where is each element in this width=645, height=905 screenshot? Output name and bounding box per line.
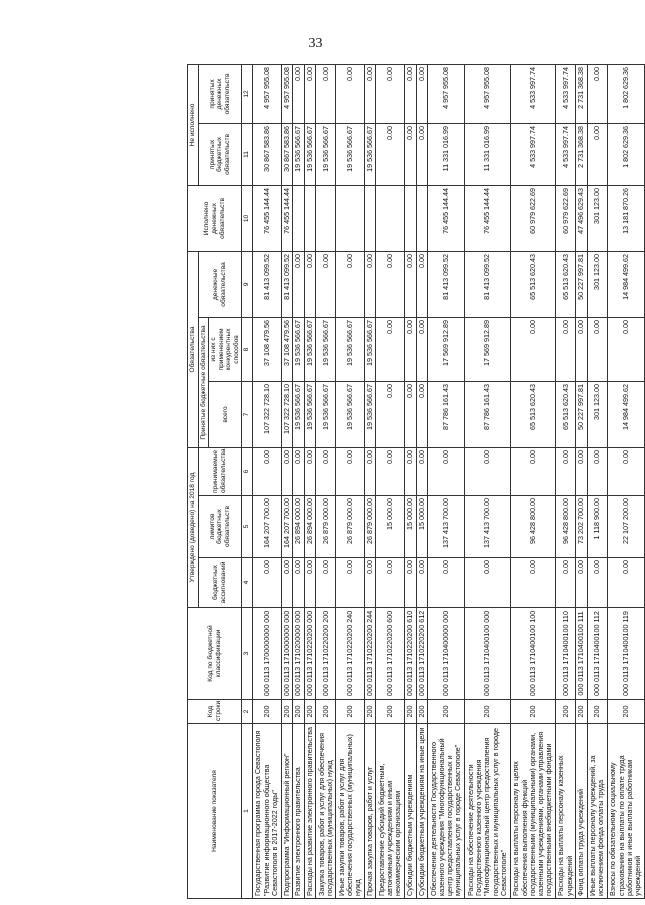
row-value-cell-c12: 4 957 955.08 xyxy=(253,64,282,123)
table-row xyxy=(404,64,416,898)
row-value-cell-c5: 26 879 000.00 xyxy=(336,496,365,558)
row-value-cell-c10: 76 455 144.44 xyxy=(253,185,282,251)
row-value-cell-c4: 0.00 xyxy=(304,558,316,608)
row-value-cell-c4: 0.00 xyxy=(607,558,644,608)
row-value-cell-c4: 0.00 xyxy=(336,558,365,608)
row-value-cell-c11: 0.00 xyxy=(376,123,405,185)
row-name-cell: Государственная программа города Севастополя "Развитие информационного общества Севастополя в 2017-2022 годы" xyxy=(253,724,282,899)
row-code-cell: 200 xyxy=(510,700,556,724)
row-value-cell-c6: 0.00 xyxy=(376,447,405,495)
row-value-cell-c4: 0.00 xyxy=(376,558,405,608)
row-kbk-cell: 000 0113 1710400100 111 xyxy=(576,608,588,700)
row-code-cell: 200 xyxy=(556,700,576,724)
row-value-cell-c10: 13 181 870.26 xyxy=(607,185,644,251)
row-value-cell-c12: 4 533 997.74 xyxy=(510,64,556,123)
row-code-cell: 200 xyxy=(253,700,282,724)
report-table-rotated xyxy=(187,65,645,899)
row-value-cell-c10: 301 123.00 xyxy=(587,185,607,251)
column-number: 5 xyxy=(242,496,253,558)
column-number: 7 xyxy=(242,381,253,447)
row-value-cell-c12: 0.00 xyxy=(316,64,336,123)
row-name-cell: Субсидии бюджетным учреждениям xyxy=(404,724,416,899)
row-value-cell-c10: 60 979 622.69 xyxy=(510,185,556,251)
row-value-cell-c9: 0.00 xyxy=(293,251,305,317)
header-accepted-budget-obligations: Принятые бюджетные обязательства xyxy=(198,317,209,447)
row-value-cell-c11: 19 536 566.67 xyxy=(364,123,376,185)
row-value-cell-c4: 0.00 xyxy=(416,558,428,608)
row-kbk-cell: 000 0113 1710220200 244 xyxy=(364,608,376,700)
row-value-cell-c6: 0.00 xyxy=(465,447,511,495)
header-incl-competitive: из них с применением конкурентных способов xyxy=(209,317,242,381)
row-value-cell-c8: 37 108 479.56 xyxy=(281,317,293,381)
row-name-cell: Обеспечение деятельности Государственного казенного учреждения "Многофункциональный центр предоставления государственных и муниципальных услуг в городе Севастополе" xyxy=(428,724,465,899)
row-value-cell-c9: 0.00 xyxy=(404,251,416,317)
header-budget-allocations: бюджетных ассигнований xyxy=(198,558,242,608)
row-value-cell-c7: 107 322 728.10 xyxy=(281,381,293,447)
header-approved: Утверждено (доведено) на 2018 год xyxy=(188,447,199,607)
row-code-cell: 200 xyxy=(428,700,465,724)
row-kbk-cell: 000 0113 1710220200 240 xyxy=(336,608,365,700)
row-value-cell-c7: 0.00 xyxy=(404,381,416,447)
row-code-cell: 200 xyxy=(416,700,428,724)
row-value-cell-c5: 1 118 900.00 xyxy=(587,496,607,558)
row-value-cell-c6: 0.00 xyxy=(304,447,316,495)
row-value-cell-c10: 76 455 144.44 xyxy=(281,185,293,251)
row-kbk-cell: 000 0113 1710400100 000 xyxy=(465,608,511,700)
row-value-cell-c11: 4 533 997.74 xyxy=(556,123,576,185)
row-value-cell-c5: 164 207 700.00 xyxy=(253,496,282,558)
row-value-cell-c10 xyxy=(293,185,305,251)
row-kbk-cell: 000 0113 1700000000 000 xyxy=(253,608,282,700)
row-kbk-cell: 000 0113 1710000000 000 xyxy=(281,608,293,700)
row-value-cell-c10: 47 496 629.43 xyxy=(576,185,588,251)
row-value-cell-c9: 81 413 099.52 xyxy=(465,251,511,317)
row-value-cell-c5: 26 879 000.00 xyxy=(316,496,336,558)
row-value-cell-c8: 0.00 xyxy=(416,317,428,381)
row-value-cell-c12: 4 957 955.08 xyxy=(281,64,293,123)
row-value-cell-c8: 0.00 xyxy=(576,317,588,381)
row-value-cell-c11: 30 867 583.86 xyxy=(253,123,282,185)
header-code-row: Код строки xyxy=(188,700,242,724)
row-code-cell: 200 xyxy=(465,700,511,724)
row-value-cell-c5: 73 202 700.00 xyxy=(576,496,588,558)
page-number: 33 xyxy=(308,36,323,51)
row-code-cell: 200 xyxy=(607,700,644,724)
column-number-row xyxy=(242,64,253,898)
row-kbk-cell: 000 0113 1710400100 100 xyxy=(510,608,556,700)
row-name-cell: Развитие электронного правительства xyxy=(293,724,305,899)
row-code-cell: 200 xyxy=(364,700,376,724)
header-not-executed: Не исполнено xyxy=(188,64,199,185)
row-value-cell-c9: 0.00 xyxy=(376,251,405,317)
row-value-cell-c7: 0.00 xyxy=(376,381,405,447)
column-number: 6 xyxy=(242,447,253,495)
row-value-cell-c7: 14 984 499.62 xyxy=(607,381,644,447)
row-code-cell: 200 xyxy=(304,700,316,724)
row-value-cell-c7: 19 536 566.67 xyxy=(304,381,316,447)
row-value-cell-c12: 1 802 629.36 xyxy=(607,64,644,123)
table-row xyxy=(304,64,316,898)
table-row xyxy=(556,64,576,898)
row-value-cell-c10: 76 455 144.44 xyxy=(465,185,511,251)
row-value-cell-c8: 19 536 566.67 xyxy=(364,317,376,381)
row-value-cell-c4: 0.00 xyxy=(428,558,465,608)
row-value-cell-c10: 76 455 144.44 xyxy=(428,185,465,251)
row-kbk-cell: 000 0113 1710400100 112 xyxy=(587,608,607,700)
row-value-cell-c11: 19 536 566.67 xyxy=(336,123,365,185)
row-name-cell: Взносы по обязательному социальному страхованию на выплаты по оплате труда работников и иные выплаты работникам учреждений xyxy=(607,724,644,899)
column-number: 10 xyxy=(242,185,253,251)
row-value-cell-c8: 19 536 566.67 xyxy=(293,317,305,381)
row-value-cell-c7: 19 536 566.67 xyxy=(316,381,336,447)
row-value-cell-c7: 19 536 566.67 xyxy=(293,381,305,447)
row-value-cell-c9: 0.00 xyxy=(416,251,428,317)
row-value-cell-c5: 164 207 700.00 xyxy=(281,496,293,558)
row-code-cell: 200 xyxy=(376,700,405,724)
row-value-cell-c8: 19 536 566.67 xyxy=(316,317,336,381)
row-value-cell-c11: 19 536 566.67 xyxy=(316,123,336,185)
row-value-cell-c4: 0.00 xyxy=(253,558,282,608)
row-value-cell-c5: 96 428 800.00 xyxy=(556,496,576,558)
table-row xyxy=(376,64,405,898)
row-value-cell-c6: 0.00 xyxy=(587,447,607,495)
row-value-cell-c7: 87 786 161.43 xyxy=(428,381,465,447)
row-kbk-cell: 000 0113 1710400100 110 xyxy=(556,608,576,700)
row-kbk-cell: 000 0113 1710200000 000 xyxy=(293,608,305,700)
row-value-cell-c5: 96 428 800.00 xyxy=(510,496,556,558)
table-row xyxy=(364,64,376,898)
row-value-cell-c7: 87 786 161.43 xyxy=(465,381,511,447)
header-obligations: Обязательства xyxy=(188,251,199,447)
row-value-cell-c8: 17 569 912.89 xyxy=(465,317,511,381)
column-number: 4 xyxy=(242,558,253,608)
row-kbk-cell: 000 0113 1710220200 000 xyxy=(304,608,316,700)
column-number: 3 xyxy=(242,608,253,700)
row-value-cell-c5: 15 000.00 xyxy=(404,496,416,558)
header-total: всего xyxy=(209,381,242,447)
row-value-cell-c6: 0.00 xyxy=(416,447,428,495)
row-name-cell: Расходы на выплаты персоналу казенных учреждений xyxy=(556,724,576,899)
row-value-cell-c6: 0.00 xyxy=(428,447,465,495)
row-kbk-cell: 000 0113 1710400000 000 xyxy=(428,608,465,700)
header-executed-monetary: Исполнено денежных обязательств xyxy=(188,185,242,251)
column-number: 2 xyxy=(242,700,253,724)
row-kbk-cell: 000 0113 1710220200 610 xyxy=(404,608,416,700)
row-value-cell-c10 xyxy=(336,185,365,251)
row-kbk-cell: 000 0113 1710220200 612 xyxy=(416,608,428,700)
row-code-cell: 200 xyxy=(576,700,588,724)
row-value-cell-c12: 0.00 xyxy=(376,64,405,123)
row-value-cell-c7: 19 536 566.67 xyxy=(364,381,376,447)
row-name-cell: Субсидии бюджетным учреждениям на иные цели xyxy=(416,724,428,899)
row-name-cell: Фонд оплаты труда учреждений xyxy=(576,724,588,899)
row-value-cell-c8: 0.00 xyxy=(404,317,416,381)
row-value-cell-c4: 0.00 xyxy=(465,558,511,608)
row-value-cell-c6: 0.00 xyxy=(607,447,644,495)
row-value-cell-c6: 0.00 xyxy=(576,447,588,495)
table-row xyxy=(607,64,644,898)
table-row xyxy=(465,64,511,898)
row-kbk-cell: 000 0113 1710220200 200 xyxy=(316,608,336,700)
row-value-cell-c11: 1 802 629.36 xyxy=(607,123,644,185)
table-row xyxy=(576,64,588,898)
row-name-cell: Закупка товаров, работ и услуг для обеспечения государственных (муниципальных) нужд xyxy=(316,724,336,899)
row-value-cell-c5: 22 107 200.00 xyxy=(607,496,644,558)
row-value-cell-c12: 0.00 xyxy=(587,64,607,123)
row-kbk-cell: 000 0113 1710400100 119 xyxy=(607,608,644,700)
row-value-cell-c12: 0.00 xyxy=(404,64,416,123)
row-value-cell-c4: 0.00 xyxy=(587,558,607,608)
row-value-cell-c11: 0.00 xyxy=(416,123,428,185)
row-value-cell-c11: 4 533 997.74 xyxy=(510,123,556,185)
row-value-cell-c5: 15 000.00 xyxy=(376,496,405,558)
row-value-cell-c9: 0.00 xyxy=(364,251,376,317)
row-value-cell-c9: 81 413 099.52 xyxy=(253,251,282,317)
table-row xyxy=(293,64,305,898)
column-number: 12 xyxy=(242,64,253,123)
row-value-cell-c5: 26 879 000.00 xyxy=(364,496,376,558)
row-value-cell-c9: 301 123.00 xyxy=(587,251,607,317)
row-value-cell-c12: 4 957 955.08 xyxy=(465,64,511,123)
row-value-cell-c6: 0.00 xyxy=(293,447,305,495)
row-value-cell-c12: 0.00 xyxy=(304,64,316,123)
row-value-cell-c8: 19 536 566.67 xyxy=(304,317,316,381)
row-value-cell-c8: 37 108 479.56 xyxy=(253,317,282,381)
row-value-cell-c8: 0.00 xyxy=(510,317,556,381)
row-value-cell-c8: 0.00 xyxy=(607,317,644,381)
row-value-cell-c4: 0.00 xyxy=(293,558,305,608)
row-value-cell-c7: 65 513 620.43 xyxy=(510,381,556,447)
row-value-cell-c11: 2 731 368.38 xyxy=(576,123,588,185)
row-value-cell-c12: 0.00 xyxy=(293,64,305,123)
row-value-cell-c8: 0.00 xyxy=(556,317,576,381)
column-number: 1 xyxy=(242,724,253,899)
row-value-cell-c5: 26 894 000.00 xyxy=(304,496,316,558)
row-code-cell: 200 xyxy=(587,700,607,724)
row-value-cell-c4: 0.00 xyxy=(404,558,416,608)
row-value-cell-c7: 19 536 566.67 xyxy=(336,381,365,447)
header-accepted-obligations: принимаемые обязательства xyxy=(198,447,242,495)
row-value-cell-c6: 0.00 xyxy=(281,447,293,495)
row-name-cell: Расходы на выплаты персоналу в целях обеспечения выполнения функций государственными (муниципальными) органами, казенными учреждениями, органами управления государственными внебюджетными фондами xyxy=(510,724,556,899)
header-code-budget: Код по бюджетной классификации xyxy=(188,608,242,700)
row-value-cell-c11: 0.00 xyxy=(404,123,416,185)
row-value-cell-c10: 60 979 622.69 xyxy=(556,185,576,251)
row-value-cell-c6: 0.00 xyxy=(336,447,365,495)
row-value-cell-c10 xyxy=(316,185,336,251)
row-value-cell-c6: 0.00 xyxy=(404,447,416,495)
row-code-cell: 200 xyxy=(336,700,365,724)
row-value-cell-c9: 0.00 xyxy=(304,251,316,317)
row-value-cell-c10 xyxy=(376,185,405,251)
row-value-cell-c5: 137 413 700.00 xyxy=(428,496,465,558)
row-value-cell-c10 xyxy=(364,185,376,251)
row-value-cell-c6: 0.00 xyxy=(316,447,336,495)
row-name-cell: Иные закупки товаров, работ и услуг для обеспечения государственных (муниципальных) нужд xyxy=(336,724,365,899)
row-value-cell-c10 xyxy=(416,185,428,251)
row-code-cell: 200 xyxy=(316,700,336,724)
header-accepted-monetary-oblig: принятых денежных обязательств xyxy=(198,64,242,123)
row-value-cell-c11: 30 867 583.86 xyxy=(281,123,293,185)
row-value-cell-c12: 4 533 997.74 xyxy=(556,64,576,123)
row-value-cell-c12: 0.00 xyxy=(364,64,376,123)
row-value-cell-c11: 19 536 566.67 xyxy=(293,123,305,185)
table-row xyxy=(510,64,556,898)
row-value-cell-c9: 0.00 xyxy=(336,251,365,317)
row-kbk-cell: 000 0113 1710220200 600 xyxy=(376,608,405,700)
row-value-cell-c7: 107 322 728.10 xyxy=(253,381,282,447)
row-value-cell-c9: 81 413 099.52 xyxy=(428,251,465,317)
header-monetary-obligations: денежные обязательства xyxy=(198,251,242,317)
budget-execution-table xyxy=(187,64,645,899)
row-value-cell-c6: 0.00 xyxy=(510,447,556,495)
row-name-cell: Прочая закупка товаров, работ и услуг xyxy=(364,724,376,899)
row-value-cell-c7: 50 227 997.81 xyxy=(576,381,588,447)
row-value-cell-c7: 301 123.00 xyxy=(587,381,607,447)
row-value-cell-c9: 0.00 xyxy=(316,251,336,317)
header-limits: лимитов бюджетных обязательств xyxy=(198,496,242,558)
row-value-cell-c9: 14 984 499.62 xyxy=(607,251,644,317)
table-row xyxy=(336,64,365,898)
row-value-cell-c12: 2 731 368.38 xyxy=(576,64,588,123)
row-value-cell-c10 xyxy=(404,185,416,251)
table-row xyxy=(316,64,336,898)
row-code-cell: 200 xyxy=(404,700,416,724)
row-name-cell: Расходы на обеспечение деятельности Государственного казенного учреждения "Многофункциональный центр предоставления государственных и муниципальных услуг в городе Севастополе" xyxy=(465,724,511,899)
row-value-cell-c11: 0.00 xyxy=(587,123,607,185)
header-accepted-budget-oblig-short: принятых бюджетных обязательств xyxy=(198,123,242,185)
row-code-cell: 200 xyxy=(293,700,305,724)
row-value-cell-c9: 81 413 099.52 xyxy=(281,251,293,317)
table-row xyxy=(281,64,293,898)
row-value-cell-c9: 65 513 620.43 xyxy=(510,251,556,317)
row-value-cell-c8: 0.00 xyxy=(376,317,405,381)
row-value-cell-c6: 0.00 xyxy=(253,447,282,495)
table-row xyxy=(428,64,465,898)
table-row xyxy=(587,64,607,898)
row-value-cell-c8: 17 569 912.89 xyxy=(428,317,465,381)
row-name-cell: Предоставление субсидий бюджетным, автономным учреждениям и иным некоммерческим организациям xyxy=(376,724,405,899)
row-value-cell-c10 xyxy=(304,185,316,251)
row-value-cell-c4: 0.00 xyxy=(364,558,376,608)
row-value-cell-c4: 0.00 xyxy=(510,558,556,608)
table-row xyxy=(416,64,428,898)
row-value-cell-c4: 0.00 xyxy=(576,558,588,608)
row-value-cell-c7: 0.00 xyxy=(416,381,428,447)
row-value-cell-c5: 26 894 000.00 xyxy=(293,496,305,558)
row-value-cell-c8: 0.00 xyxy=(587,317,607,381)
row-code-cell: 200 xyxy=(281,700,293,724)
row-value-cell-c8: 19 536 566.67 xyxy=(336,317,365,381)
header-name: Наименование показателя xyxy=(188,724,242,899)
row-value-cell-c4: 0.00 xyxy=(316,558,336,608)
row-value-cell-c12: 0.00 xyxy=(416,64,428,123)
row-value-cell-c6: 0.00 xyxy=(364,447,376,495)
column-number: 9 xyxy=(242,251,253,317)
row-value-cell-c5: 15 000.00 xyxy=(416,496,428,558)
row-value-cell-c12: 0.00 xyxy=(336,64,365,123)
row-value-cell-c11: 11 331 016.99 xyxy=(465,123,511,185)
row-value-cell-c4: 0.00 xyxy=(281,558,293,608)
row-value-cell-c12: 4 957 955.08 xyxy=(428,64,465,123)
row-name-cell: Расходы на развитие электронного правительства xyxy=(304,724,316,899)
column-number: 11 xyxy=(242,123,253,185)
column-number: 8 xyxy=(242,317,253,381)
table-row xyxy=(253,64,282,898)
row-value-cell-c11: 19 536 566.67 xyxy=(304,123,316,185)
row-value-cell-c11: 11 331 016.99 xyxy=(428,123,465,185)
row-value-cell-c9: 65 513 620.43 xyxy=(556,251,576,317)
row-value-cell-c9: 50 227 997.81 xyxy=(576,251,588,317)
row-value-cell-c7: 65 513 620.43 xyxy=(556,381,576,447)
row-value-cell-c4: 0.00 xyxy=(556,558,576,608)
row-name-cell: Подпрограмма "Информационный регион" xyxy=(281,724,293,899)
row-value-cell-c6: 0.00 xyxy=(556,447,576,495)
row-value-cell-c5: 137 413 700.00 xyxy=(465,496,511,558)
row-name-cell: Иные выплаты персоналу учреждений, за исключением фонда оплаты труда xyxy=(587,724,607,899)
